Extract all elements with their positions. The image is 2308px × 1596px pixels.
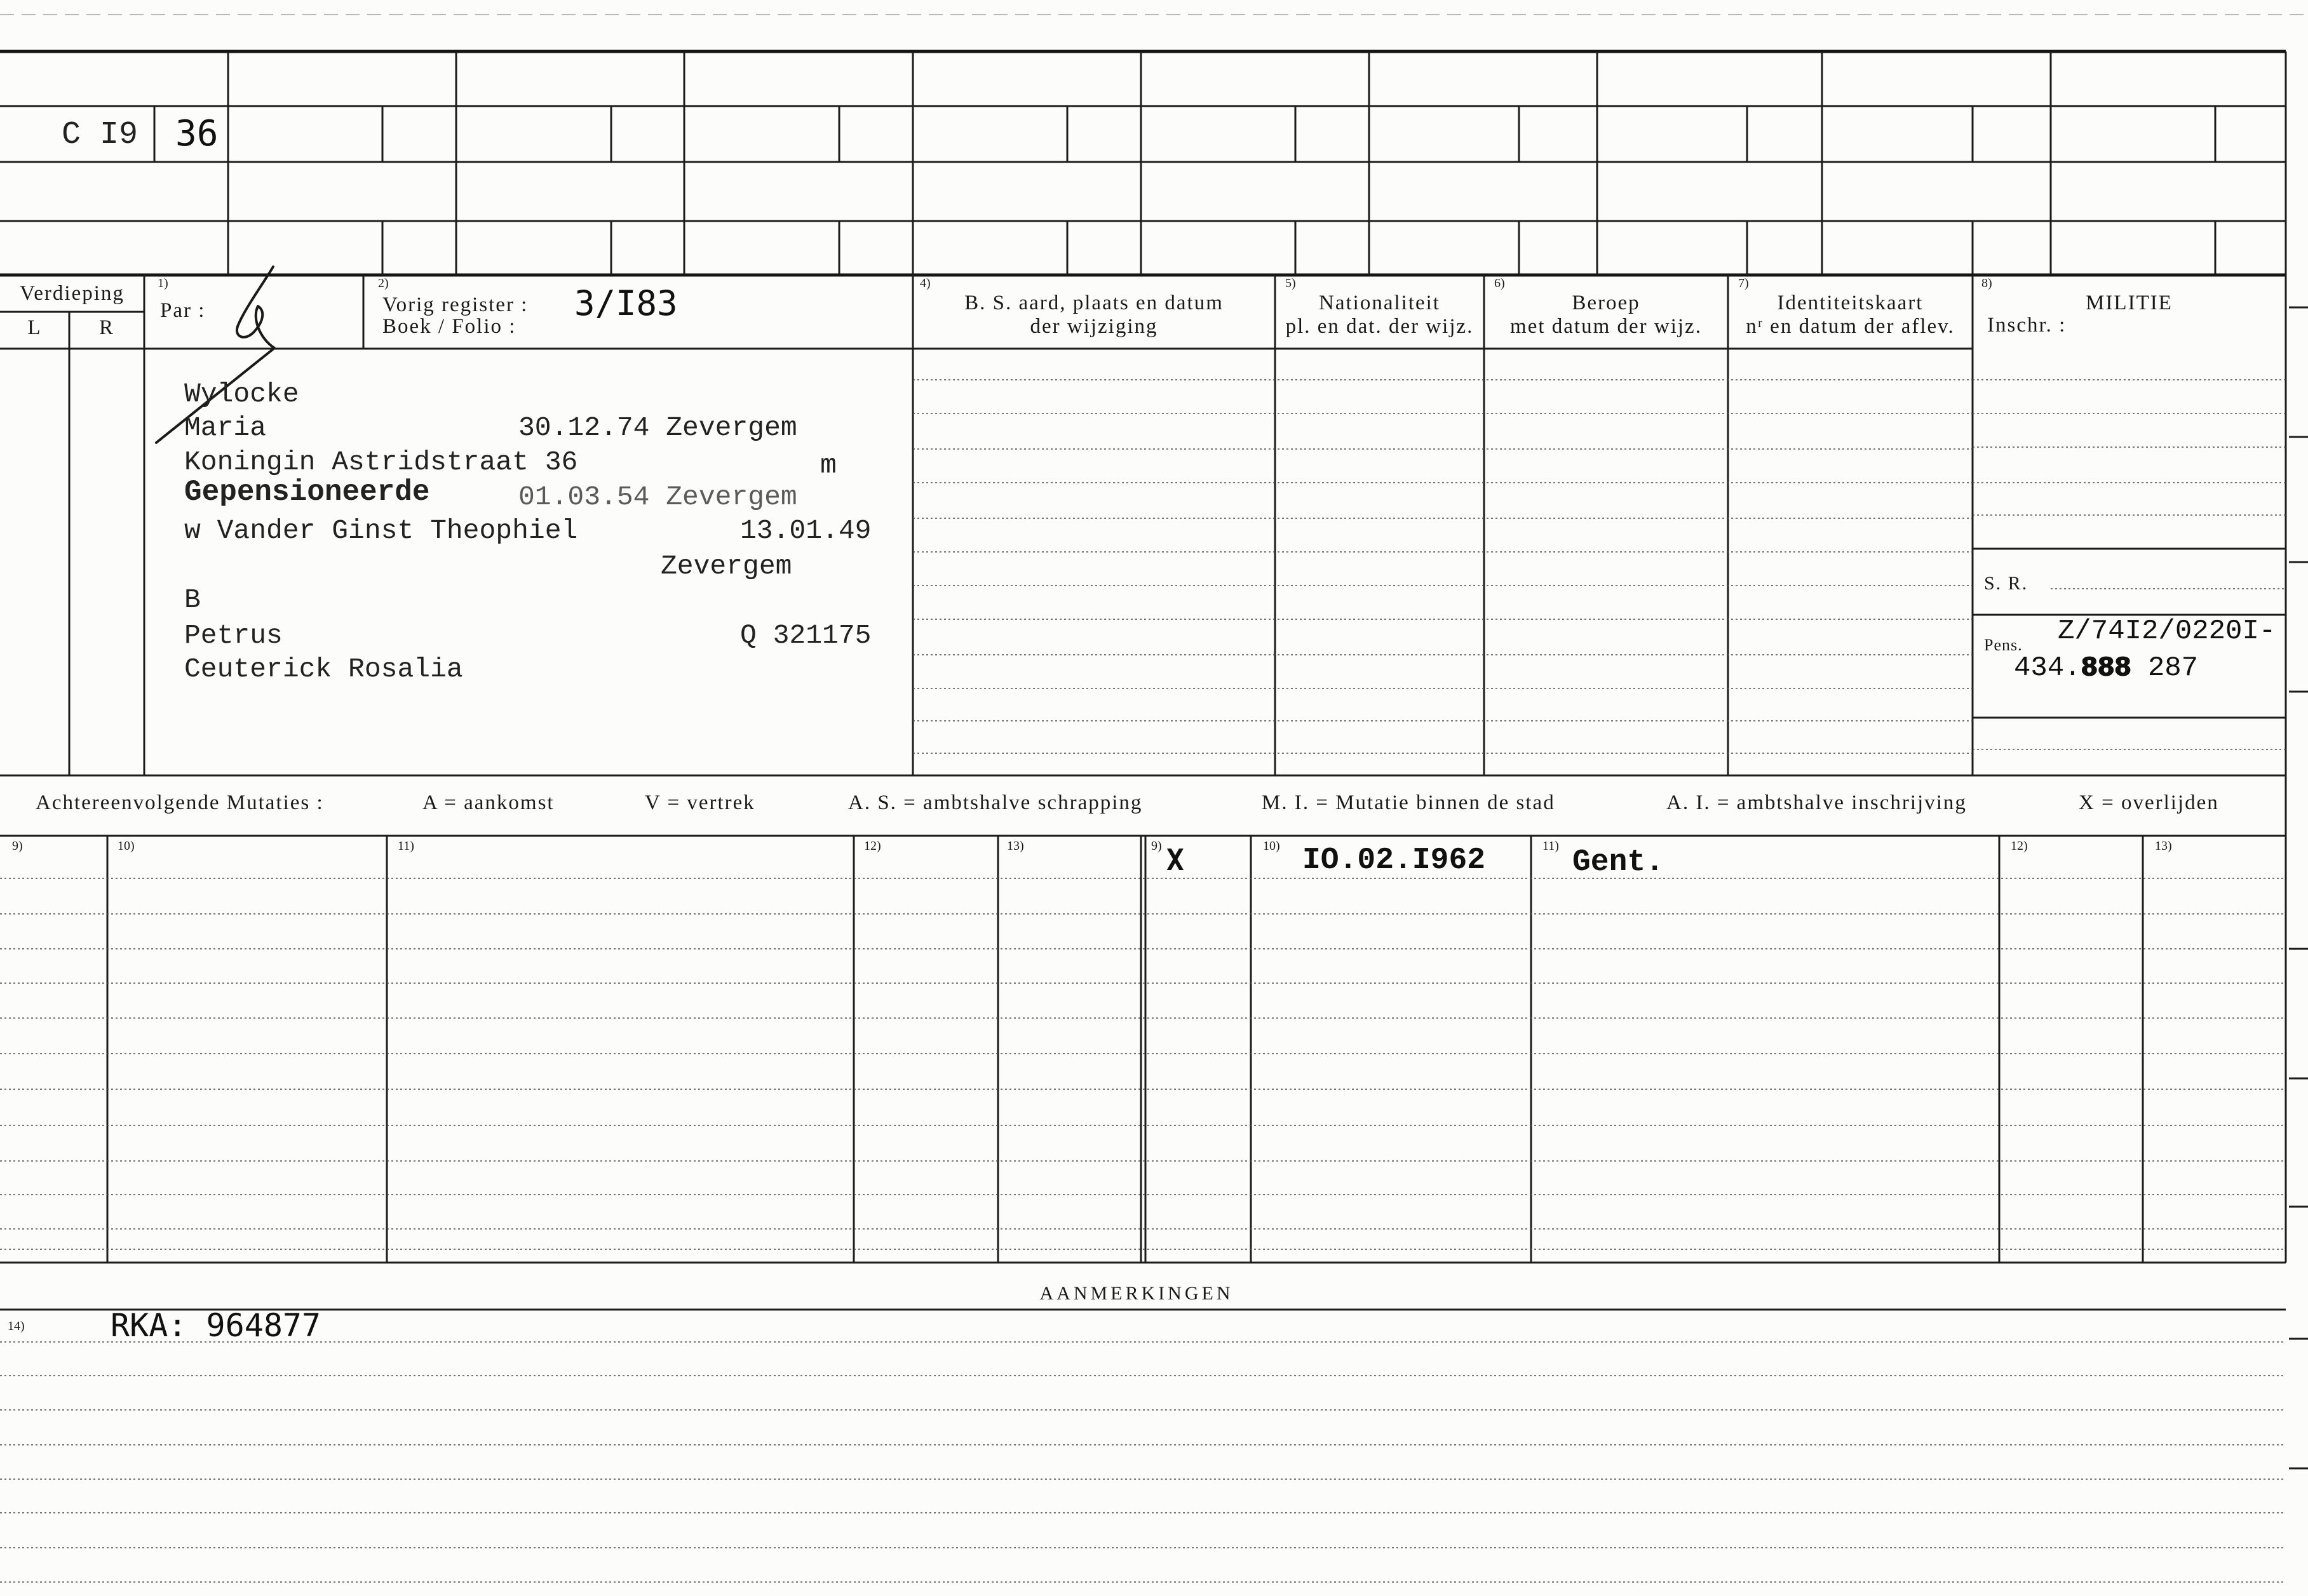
mutation-entry-type: X xyxy=(1166,843,1184,877)
mutation-left-col-10: 10) xyxy=(118,839,135,853)
profession-header-line2: met datum der wijz. xyxy=(1510,315,1702,338)
legend-item-arrival: A = aankomst xyxy=(422,791,555,814)
legend-item-official-registration: A. I. = ambtshalve inschrijving xyxy=(1666,791,1967,814)
remarks-text: RKA: 964877 xyxy=(111,1307,321,1344)
mutation-right-col-10: 10) xyxy=(1263,839,1280,853)
person-father: Petrus xyxy=(184,620,283,651)
person-surname: Wylocke xyxy=(184,379,299,410)
profession-column-number: 6) xyxy=(1494,276,1505,290)
person-birth-date-place: 30.12.74 Zevergem xyxy=(518,412,797,443)
person-address: Koningin Astridstraat 36 xyxy=(184,446,578,478)
pension-code-prefix: 434. xyxy=(2014,652,2081,684)
person-spouse: w Vander Ginst Theophiel xyxy=(184,515,578,546)
identity-card-header-line1: Identiteitskaart xyxy=(1777,292,1924,314)
militia-pens-label: Pens. xyxy=(1984,636,2023,654)
militia-pension-number: Z/74I2/0220I- xyxy=(2058,615,2276,647)
militia-pension-code xyxy=(2014,654,2198,682)
person-first-name: Maria xyxy=(184,412,267,443)
par-label: Par : xyxy=(160,299,206,322)
house-number: 36 xyxy=(175,113,219,154)
pension-code-overtyped: 888 xyxy=(2081,652,2131,684)
civil-status-header-line1: B. S. aard, plaats en datum xyxy=(964,292,1224,314)
top-grid-lines xyxy=(0,15,2308,1263)
mutation-left-col-9: 9) xyxy=(12,839,23,853)
mutation-left-col-13: 13) xyxy=(1007,839,1024,853)
previous-register-label: Vorig register : xyxy=(382,293,529,316)
nationality-header-line1: Nationaliteit xyxy=(1319,292,1440,314)
mutation-left-col-12: 12) xyxy=(864,839,881,853)
legend-item-departure: V = vertrek xyxy=(645,791,755,814)
person-id-number: Q 321175 xyxy=(740,620,872,651)
identity-card-header-line2: nʳ en datum der aflev. xyxy=(1746,315,1955,338)
verdieping-left-header: L xyxy=(27,316,42,339)
person-mother: Ceuterick Rosalia xyxy=(184,654,463,685)
person-sex: m xyxy=(820,450,837,481)
remarks-column-number: 14) xyxy=(8,1319,25,1333)
remarks-lines xyxy=(0,1307,2286,1582)
militia-inschr-label: Inschr. : xyxy=(1987,314,2067,337)
civil-status-header-line2: der wijziging xyxy=(1030,315,1158,338)
previous-register-value: 3/I83 xyxy=(574,283,678,323)
militia-header: MILITIE xyxy=(2086,292,2173,314)
identity-card-column-number: 7) xyxy=(1738,276,1749,290)
margin-ticks xyxy=(2289,307,2308,1468)
register-code: C I9 xyxy=(62,117,138,153)
par-column-number: 1) xyxy=(158,276,168,290)
person-profession: Gepensioneerde xyxy=(184,476,430,509)
civil-status-column-number: 4) xyxy=(920,276,931,290)
person-status: B xyxy=(184,584,201,615)
militia-sr-label: S. R. xyxy=(1984,573,2028,594)
mutation-right-col-13: 13) xyxy=(2155,839,2172,853)
book-folio-label: Boek / Folio : xyxy=(382,315,516,338)
verdieping-right-header: R xyxy=(98,316,114,339)
mutation-right-col-11: 11) xyxy=(1542,839,1559,853)
pension-code-suffix: 287 xyxy=(2147,652,2199,684)
mutations-legend-title: Achtereenvolgende Mutaties : xyxy=(36,791,324,814)
mutation-entry-date: IO.02.I962 xyxy=(1302,843,1486,878)
mutations-table-lines xyxy=(0,836,2286,1263)
person-profession-date: 01.03.54 Zevergem xyxy=(518,481,797,513)
mutation-right-col-9: 9) xyxy=(1151,839,1162,853)
nationality-column-number: 5) xyxy=(1285,276,1296,290)
militia-column-number: 8) xyxy=(1981,276,1992,290)
legend-item-death: X = overlijden xyxy=(2079,791,2219,814)
remarks-title: AANMERKINGEN xyxy=(1039,1283,1234,1304)
mutation-right-col-12: 12) xyxy=(2011,839,2028,853)
legend-item-official-removal: A. S. = ambtshalve schrapping xyxy=(848,791,1143,814)
register-column-number: 2) xyxy=(378,276,389,290)
nationality-header-line2: pl. en dat. der wijz. xyxy=(1285,315,1474,338)
verdieping-header: Verdieping xyxy=(20,282,125,305)
mutation-left-col-11: 11) xyxy=(398,839,414,853)
person-spouse-place: Zevergem xyxy=(661,551,792,582)
legend-item-internal-move: M. I. = Mutatie binnen de stad xyxy=(1262,791,1555,814)
mutation-entry-place: Gent. xyxy=(1572,845,1664,880)
profession-header-line1: Beroep xyxy=(1572,292,1640,314)
person-spouse-date: 13.01.49 xyxy=(740,515,872,546)
